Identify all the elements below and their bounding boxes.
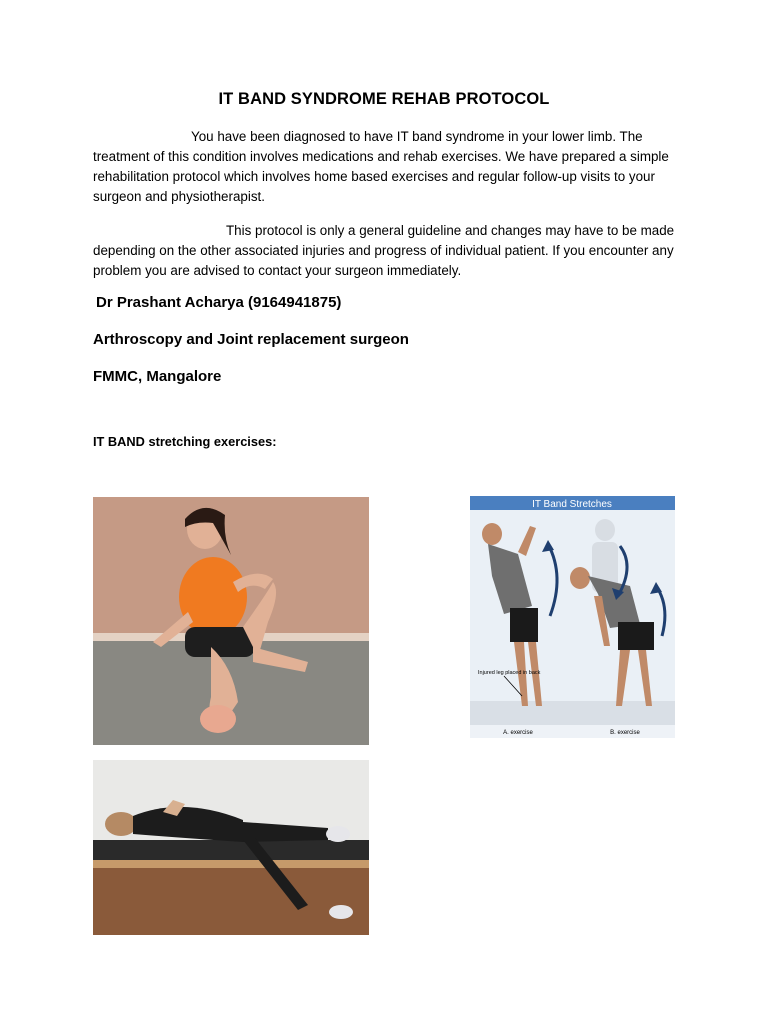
doctor-name-phone: Dr Prashant Acharya (9164941875) bbox=[96, 294, 342, 311]
caption-b: B. exercise bbox=[610, 730, 640, 736]
seated-stretch-photo bbox=[93, 497, 369, 745]
doctor-location: FMMC, Mangalore bbox=[93, 368, 222, 385]
caption-a: A. exercise bbox=[503, 730, 533, 736]
diagram-annotation: Injured leg placed in back bbox=[478, 670, 541, 676]
document-title: IT BAND SYNDROME REHAB PROTOCOL bbox=[218, 90, 550, 108]
section-heading: IT BAND stretching exercises: bbox=[93, 434, 277, 449]
table-stretch-photo bbox=[93, 760, 369, 935]
diagram-header: IT Band Stretches bbox=[532, 499, 612, 510]
intro-paragraph: You have been diagnosed to have IT band syndrome in your lower limb. The treatment of this condition involves medications and rehab exercises. We have prepared a simple rehabilitation protocol which involves home based exercises and regular follow-up visits to your surgeon and physiotherapist. bbox=[93, 129, 669, 204]
it-band-stretches-diagram bbox=[470, 496, 675, 738]
doctor-role: Arthroscopy and Joint replacement surgeon bbox=[93, 331, 409, 348]
guideline-paragraph: This protocol is only a general guideline and changes may have to be made depending on the other associated injuries and progress of individual patient. If you encounter any problem you are advised to contact your surgeon immediately. bbox=[93, 223, 675, 278]
